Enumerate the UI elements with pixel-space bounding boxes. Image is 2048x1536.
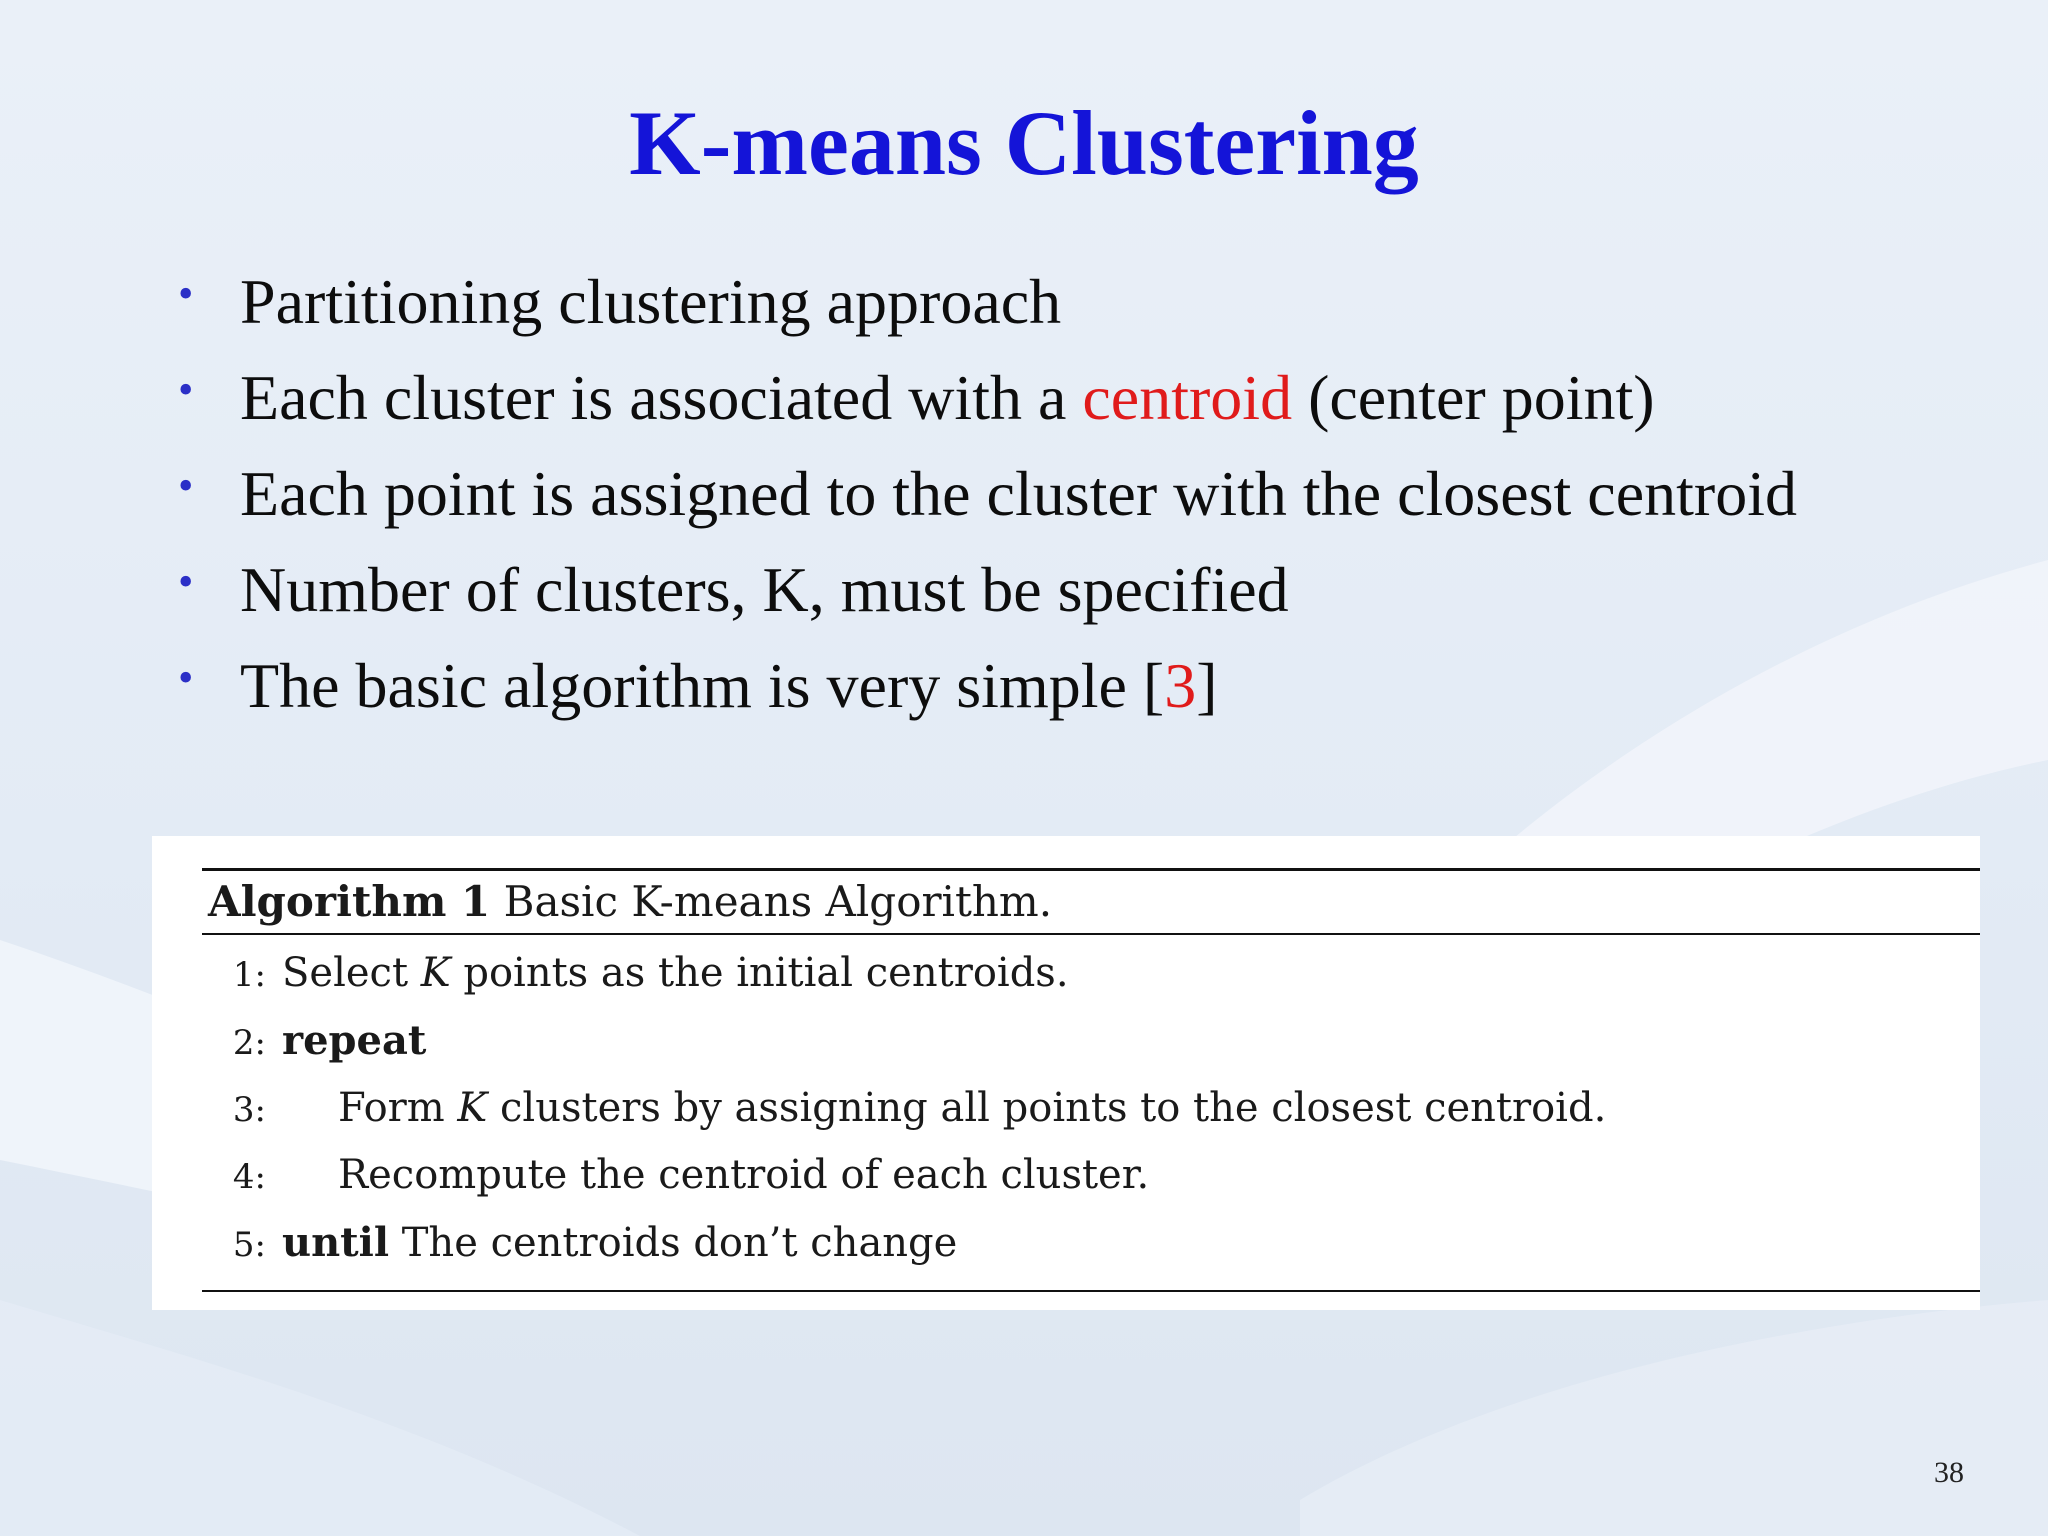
step-text: Recompute the centroid of each cluster. — [338, 1152, 1150, 1198]
bullet-text-tail: (center point) — [1292, 362, 1655, 433]
variable-k: K — [457, 1085, 488, 1131]
highlight-centroid: centroid — [1082, 362, 1293, 433]
bullet-dot-icon: • — [178, 653, 194, 702]
bullet-dot-icon: • — [178, 557, 194, 606]
algorithm-box — [202, 868, 1980, 1292]
line-number: 1: — [232, 955, 266, 995]
bullet-dot-icon: • — [178, 461, 194, 510]
algorithm-step — [202, 1008, 1980, 1076]
algorithm-step — [202, 941, 1980, 1008]
algorithm-label: Algorithm 1 — [208, 877, 491, 926]
keyword-repeat: repeat — [282, 1017, 427, 1064]
step-text: points as the initial centroids. — [450, 950, 1069, 996]
variable-k: K — [420, 950, 451, 996]
bullet-list — [170, 254, 1797, 734]
bullet-text: Partitioning clustering approach — [240, 266, 1062, 337]
step-text: Form — [338, 1085, 458, 1131]
bullet-dot-icon: • — [178, 365, 194, 414]
citation-link[interactable]: 3 — [1164, 650, 1197, 721]
step-text: Select — [282, 950, 421, 996]
bullet-item — [170, 446, 1797, 542]
bullet-text: Each cluster is associated with a — [240, 362, 1083, 433]
algorithm-name: Basic K-means Algorithm. — [503, 877, 1053, 926]
line-number: 5: — [232, 1225, 266, 1265]
step-text: The centroids don’t change — [389, 1220, 958, 1266]
bullet-text: The basic algorithm is very simple [ — [240, 650, 1165, 721]
bullet-text: Each point is assigned to the cluster with the closest centroid — [240, 458, 1797, 529]
keyword-until: until — [282, 1219, 390, 1266]
line-number: 3: — [232, 1090, 266, 1130]
line-number: 2: — [232, 1023, 266, 1063]
algorithm-header — [202, 871, 1980, 933]
bullet-text: Number of clusters, K, must be specified — [240, 554, 1289, 625]
bullet-item — [170, 254, 1797, 350]
algorithm-step — [202, 1076, 1980, 1143]
bullet-item — [170, 350, 1797, 446]
algorithm-step — [202, 1210, 1980, 1278]
bullet-dot-icon: • — [178, 269, 194, 318]
algorithm-step — [202, 1143, 1980, 1210]
bullet-item — [170, 638, 1797, 734]
bottom-rule — [202, 1290, 1980, 1292]
slide-title: K-means Clustering — [629, 92, 1419, 194]
page-number: 38 — [1934, 1456, 1964, 1489]
bullet-text-tail: ] — [1196, 650, 1218, 721]
step-text: clusters by assigning all points to the closest centroid. — [487, 1085, 1607, 1131]
algorithm-steps — [202, 935, 1980, 1290]
bullet-item — [170, 542, 1797, 638]
line-number: 4: — [232, 1157, 266, 1197]
algorithm-panel — [152, 836, 1980, 1310]
